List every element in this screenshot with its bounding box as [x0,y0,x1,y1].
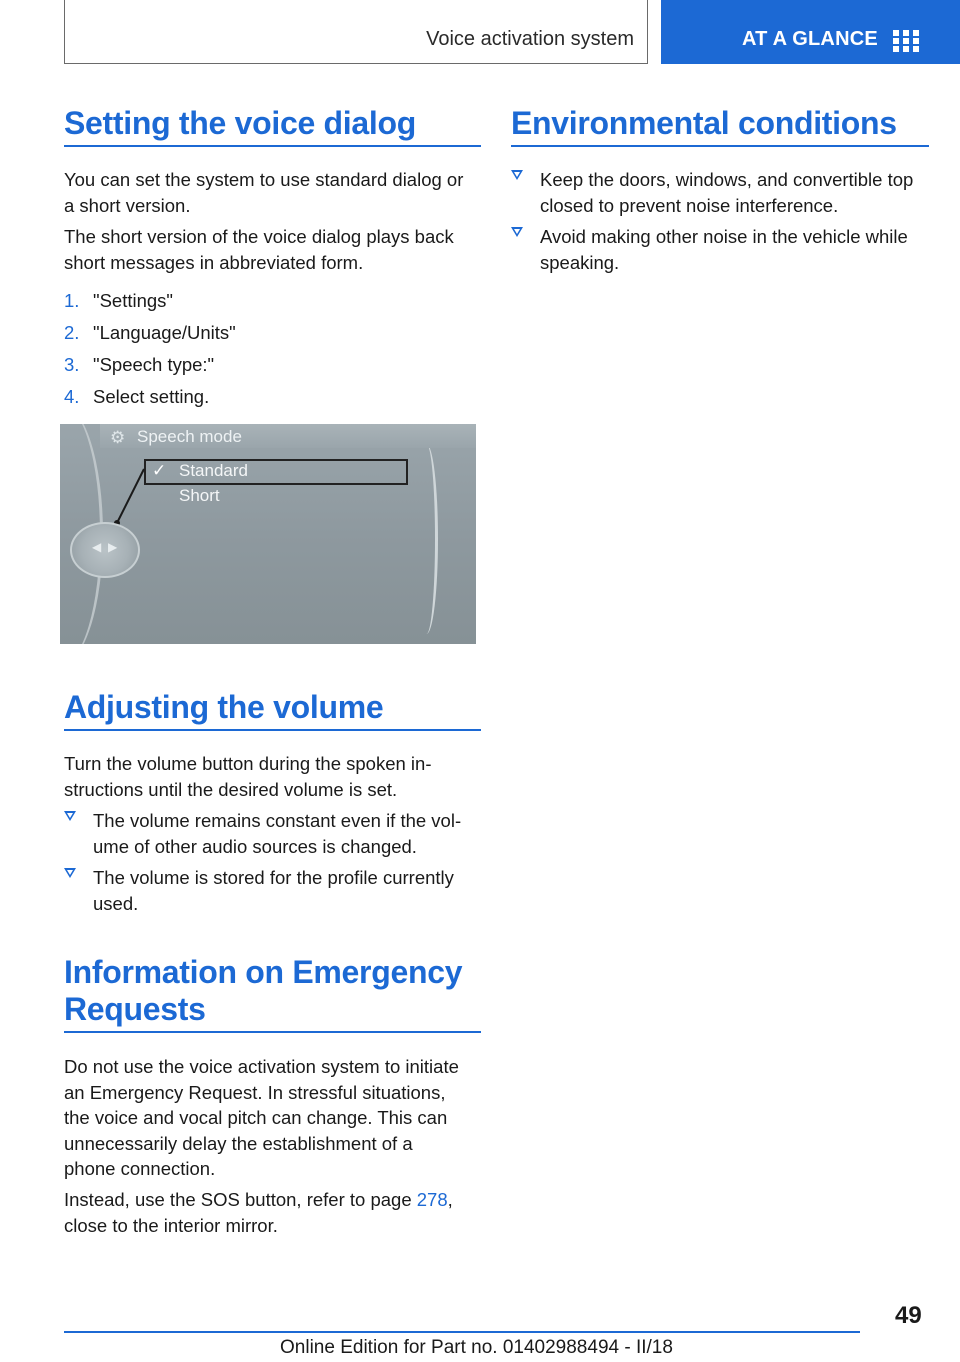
step-number: 3. [64,354,80,375]
title-line: Information on Emergency [64,954,463,990]
paragraph [64,1054,459,1182]
section-title-emergency [64,954,462,1028]
step-number: 4. [64,386,80,407]
header-section-title: Voice activation system [426,28,634,50]
text-line: close to the interior mirror. [64,1214,278,1236]
text-line: the voice and vocal pitch can change. This can [64,1107,448,1128]
section-rule [64,1031,481,1033]
text-line: phone connection. [64,1158,216,1179]
text-line: The volume is stored for the profile currently [93,867,454,888]
text-line: an Emergency Request. In stressful situations, [64,1081,446,1103]
text-line: You can set the system to use standard dialog or [64,169,464,190]
paragraph [64,1187,453,1238]
text-line: Turn the volume button during the spoken in- [64,753,432,774]
step-number: 1. [64,290,80,311]
arrow-right-icon: ▶ [108,540,118,554]
bullet-text [540,167,913,218]
screen-option-standard: Standard [179,461,248,480]
text-line: closed to prevent noise interference. [540,194,839,216]
section-rule [64,145,481,147]
running-header-section [64,0,648,64]
grid-menu-icon[interactable] [893,30,919,52]
text-line: Keep the doors, windows, and convertible top [540,169,914,190]
checkmark-icon: ✓ [152,461,167,480]
section-rule [64,729,481,731]
footer-rule [64,1331,860,1333]
bullet-text [93,808,461,859]
text-line: The short version of the voice dialog plays back [64,226,454,247]
triangle-bullet-icon [64,811,76,821]
text-fragment: , [447,1189,453,1210]
text-line: ume of other audio sources is changed. [93,835,417,857]
text-line: unnecessarily delay the establishment of a [64,1132,413,1154]
paragraph [64,751,431,802]
step-text: Select setting. [93,386,210,407]
footer-edition-text: Online Edition for Part no. 01402988494 - II/18 [280,1337,673,1358]
text-line: speaking. [540,251,620,273]
section-title-volume: Adjusting the volume [64,689,384,725]
text-line: Instead, use the SOS button, refer to page [64,1189,417,1210]
screen-menu-title: Speech mode [137,427,242,446]
text-line: a short version. [64,194,191,216]
triangle-bullet-icon [511,227,523,237]
section-title-voice-dialog: Setting the voice dialog [64,105,416,141]
text-line: short messages in abbreviated form. [64,251,364,273]
idrive-screen-illustration [60,424,476,644]
text-line: The volume remains constant even if the vol- [93,810,462,831]
running-header-chapter-tab[interactable] [661,0,960,64]
paragraph [64,167,463,218]
step-text: "Settings" [93,290,173,311]
section-title-environmental: Environmental conditions [511,105,897,141]
text-line: Do not use the voice activation system to initiate [64,1056,459,1077]
bullet-text [540,224,908,275]
page-number: 49 [895,1302,922,1329]
screen-option-short: Short [179,486,220,505]
title-line: Requests [64,991,206,1027]
text-line: used. [93,892,139,914]
bullet-text [93,865,454,916]
page-reference-link[interactable]: 278 [416,1189,448,1210]
gear-icon: ⚙ [110,428,126,447]
step-text: "Language/Units" [93,322,236,343]
step-number: 2. [64,322,80,343]
arrow-left-icon: ◀ [92,540,102,554]
header-chapter-label: AT A GLANCE [742,28,878,50]
text-line: Avoid making other noise in the vehicle while [540,226,908,247]
section-rule [511,145,929,147]
paragraph [64,224,454,275]
triangle-bullet-icon [64,868,76,878]
step-text: "Speech type:" [93,354,215,375]
text-line: structions until the desired volume is set. [64,778,398,800]
triangle-bullet-icon [511,170,523,180]
controller-knob-icon [70,522,140,578]
